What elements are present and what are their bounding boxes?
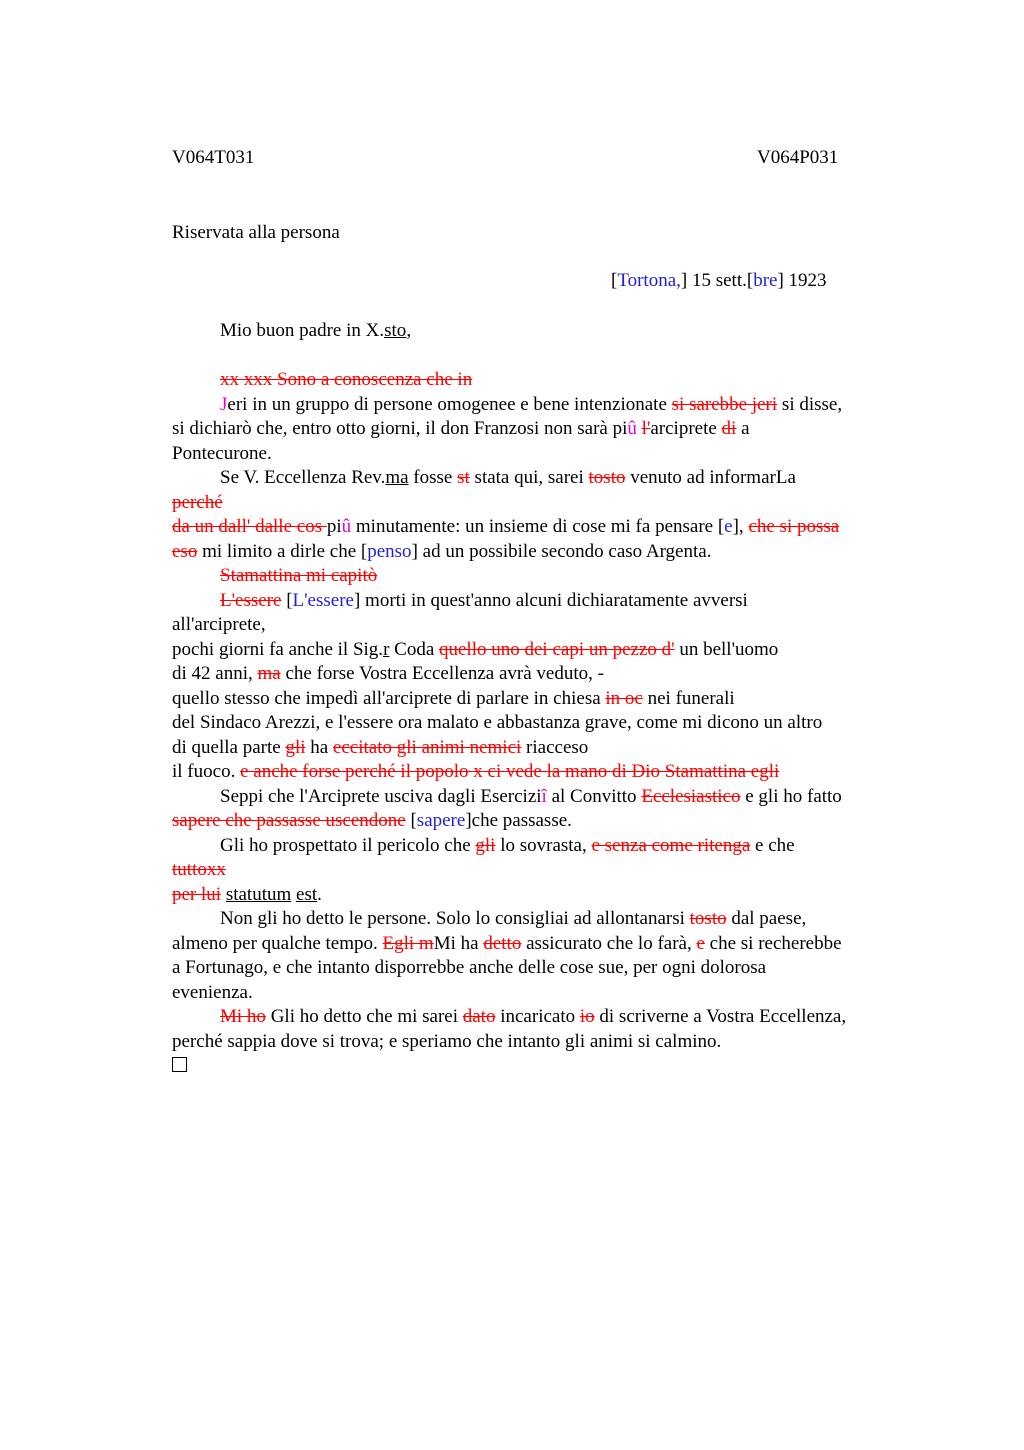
insertion: penso [367, 540, 412, 562]
text-line: si dichiarò che, entro otto giorni, il don Franzosi non sarà piû l'arciprete di a [172, 418, 750, 439]
deletion: st [457, 467, 470, 488]
deletion: in oc [605, 687, 643, 709]
end-marker [172, 1054, 907, 1079]
text-line: quello stesso che impedì all'arciprete di parlare in chiesa in oc nei funerali [172, 687, 735, 709]
bracket: [ [611, 270, 618, 291]
spacer [172, 344, 907, 369]
deletion: tosto [588, 467, 626, 488]
text-line: almeno per qualche tempo. Egli mMi ha detto assicurato che lo farà, e che si recherebbe [172, 932, 842, 954]
deletion: Stamattina mi capitò [220, 565, 378, 586]
deletion: e anche forse perché il popolo x ci vede la mano di Dio Stamattina egli [240, 761, 780, 782]
letter-body [172, 319, 907, 1079]
text-line: di 42 anni, ma che forse Vostra Eccellenza avrà veduto, - [172, 663, 604, 684]
text-line: eso mi limito a dirle che [penso] ad un possibile secondo caso Argenta. [172, 540, 712, 562]
deletion: tosto [689, 908, 727, 929]
text-line: all'arciprete, [172, 614, 266, 635]
deletion: gli [285, 736, 306, 758]
underlined-word: statutum [225, 883, 292, 905]
text-line: di quella parte gli ha eccitato gli animi nemici riacceso [172, 736, 589, 758]
deletion: eccitato gli animi nemici [332, 736, 522, 758]
correction-mark: û [341, 516, 352, 537]
deleted-line [172, 564, 907, 589]
deletion: Ecclesiastico [641, 785, 741, 807]
text-line: Jeri in un gruppo di persone omogenee e bene intenzionate si sarebbe jeri si disse, [220, 393, 843, 415]
deletion: sapere che passasse uscendone [172, 810, 406, 831]
deletion: perché [172, 491, 223, 513]
text-line: perché sappia dove si trova; e speriamo che intanto gli animi si calmino. [172, 1030, 722, 1052]
deletion: xx xxx Sono a conoscenza che in [220, 369, 473, 390]
abbreviation: sto [384, 320, 407, 341]
deletion: Mi ho [220, 1006, 266, 1027]
text-line: evenienza. [172, 981, 253, 1003]
text-line: Seppi che l'Arciprete usciva dagli Eserciziî al Convitto Ecclesiastico e gli ho fatto [220, 785, 842, 807]
header-left-code: V064T031 [172, 147, 255, 168]
text-line: Non gli ho detto le persone. Solo lo consigliai ad allontanarsi tosto dal paese, [220, 908, 807, 929]
underlined-word: est [296, 883, 318, 905]
deletion: da un dall' dalle cos [172, 516, 327, 537]
text-line: Se V. Eccellenza Rev.ma fosse st stata qui, sarei tosto venuto ad informarLa [220, 467, 796, 488]
deletion: gli [475, 834, 496, 856]
deletion: io [579, 1006, 595, 1027]
correction-mark: J [220, 393, 228, 415]
deletion: dato [462, 1006, 496, 1027]
deleted-line [172, 858, 907, 883]
abbreviation: r [383, 638, 390, 660]
deletion: quello uno dei capi un pezzo d' [439, 638, 675, 660]
abbreviation: ma [385, 467, 409, 488]
deletion: l' [641, 418, 651, 439]
text-line: Mi ho Gli ho detto che mi sarei dato incaricato io di scriverne a Vostra Eccellenza, [220, 1006, 847, 1027]
reserved-note: Riservata alla persona [172, 222, 340, 243]
deletion: ma [257, 663, 281, 684]
deletion: si sarebbe jeri [671, 393, 778, 415]
text-line: del Sindaco Arezzi, e l'essere ora malato e abbastanza grave, come mi dicono un altro [172, 712, 823, 733]
deletion: per lui [172, 883, 222, 905]
inserted-month-suffix: bre [753, 270, 778, 291]
text-line: a Fortunago, e che intanto disporrebbe anche delle cose sue, per ogni dolorosa [172, 957, 767, 978]
text-line: Pontecurone. [172, 442, 272, 464]
date-year: ] 1923 [777, 270, 827, 291]
end-box-icon [172, 1057, 187, 1072]
salutation: Mio buon padre in X.sto, [220, 320, 412, 341]
date-text: ] 15 sett. [680, 270, 747, 291]
deletion: e [696, 932, 705, 954]
text-line: il fuoco. e anche forse perché il popolo x ci vede la mano di Dio Stamattina egli [172, 761, 780, 782]
text-line: per lui statutum est. [172, 883, 322, 905]
deletion: che si possa [748, 516, 840, 537]
insertion: L'essere [292, 589, 354, 611]
deletion: Egli m [382, 932, 434, 954]
insertion: e [724, 516, 733, 537]
insertion: sapere [416, 810, 466, 831]
inserted-place: Tortona, [617, 270, 681, 291]
deleted-line [172, 491, 907, 516]
deletion: detto [483, 932, 522, 954]
deletion: e senza come ritenga [591, 834, 751, 856]
text-line: L'essere [L'essere] morti in quest'anno alcuni dichiaratamente avversi [220, 589, 748, 611]
correction-mark: û [627, 418, 637, 439]
deletion: di [721, 418, 737, 439]
dateline [611, 270, 827, 292]
deletion: tuttoxx [172, 859, 226, 880]
deleted-line [172, 368, 907, 393]
bracket: [ [746, 270, 754, 291]
correction-mark: î [541, 785, 547, 807]
text-line: Gli ho prospettato il pericolo che gli lo sovrasta, e senza come ritenga e che [220, 834, 795, 856]
deletion: eso [172, 540, 198, 562]
text-line: sapere che passasse uscendone [sapere]che passasse. [172, 810, 572, 831]
header-right-code: V064P031 [757, 147, 839, 168]
text-line: da un dall' dalle cos piû minutamente: un insieme di cose mi fa pensare [e], che si possa [172, 516, 840, 537]
deletion: L'essere [220, 589, 282, 611]
text-line: pochi giorni fa anche il Sig.r Coda quello uno dei capi un pezzo d' un bell'uomo [172, 638, 779, 660]
